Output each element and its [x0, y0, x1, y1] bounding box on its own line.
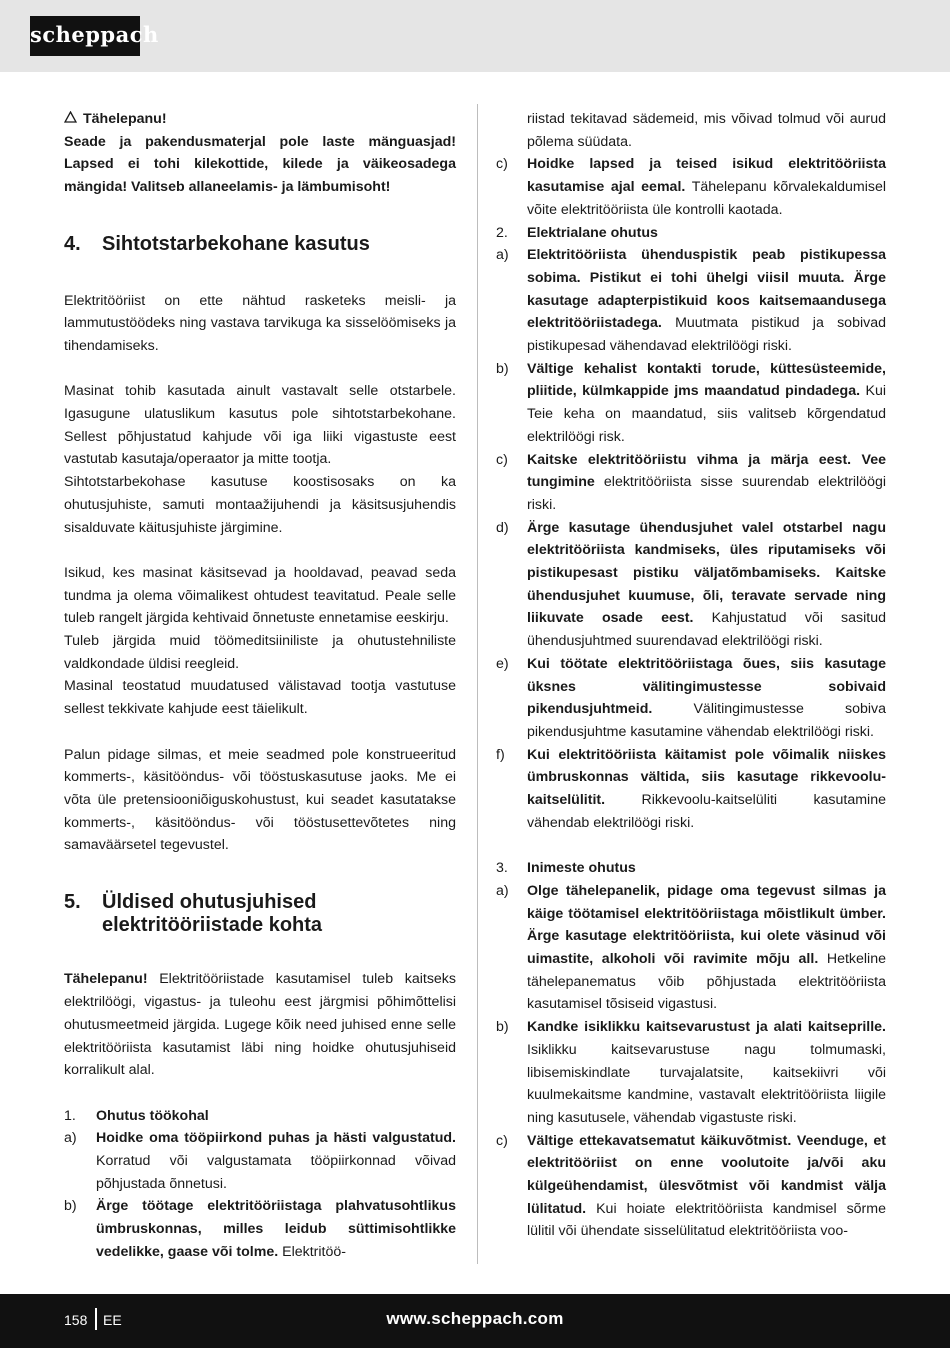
list-item-electric-f: f) Kui elektritööriista käitamist pole võimalik niiskes ümbruskonnas vältida, siis kasutage rikkevoolu-kaitselülitit. Rikkevoolu-kaitselüliti kasutamine vähendab elektrilöögi riski. — [496, 746, 886, 831]
warning-text: Seade ja pakendusmaterjal pole laste mänguasjad! Lapsed ei tohi kilekottide, kilede ja väikeosadega mängida! Valitseb allaneelamis- ja lämbumisoht! — [64, 133, 456, 196]
paragraph-instructions: Sihtotstarbekohase kasutuse koostisosaks on ka ohutusjuhiste, samuti montaažijuhendi ja käsitsusjuhendis sisalduvate käitusjuhiste järgimine. — [64, 474, 456, 536]
warning-title: Tähelepanu! — [83, 111, 167, 127]
list-item-workplace-a: a) Hoidke oma tööpiirkond puhas ja hästi valgustatud. Korratud või valgustamata tööpiirkonnad võivad põhjustada õnnetusi. — [64, 1130, 456, 1192]
page-number: 158 — [64, 1312, 88, 1328]
list-item-persons-b: b) Kandke isiklikku kaitsevarustust ja alati kaitseprille. Isiklikku kaitsevarustuse nagu tolmumaski, libisemiskindlate turvajalatsite, kaitsekiivri või kuulmekaitsme kandmine, vastavalt elektritööriista liigile ning kasutusele, vähendab vigastuste riski. — [496, 1019, 886, 1126]
list-item-persons-a: a) Olge tähelepanelik, pidage oma tegevust silmas ja käige töötamisel elektritööriistaga mõistlikult ümber. Ärge kasutage elektritööriista, kui olete väsinud või uimastite, alkoholi või ravimite mõju all. Hetkeline tähelepanematus võib põhjustada elektritööriista kasutamisel tõsiseid vigastusi. — [496, 882, 886, 1013]
list-item-electric-d: d) Ärge kasutage ühendusjuhet valel otstarbel nagu elektritööriista kandmiseks, üles riputamiseks või pistikupesast pistiku väljatõmbamiseks. Kaitske ühendusjuhet kuumuse, õli, teravate servade ning liikuvate osade eest. Kahjustatud või sasitud ühendusjuhtmed suurendavad elektrilöögi riski. — [496, 519, 886, 650]
column-divider — [477, 104, 478, 1264]
section-5-heading — [64, 891, 456, 936]
section-4-title: Sihtotstarbekohane kasutus — [102, 232, 370, 255]
subsection-1-heading: 1. Ohutus töökohal — [64, 1107, 209, 1124]
brand-logo: scheppach — [30, 16, 140, 56]
section-4-number: 4. — [64, 232, 81, 255]
warning-heading — [64, 108, 456, 131]
list-item-workplace-b: b) Ärge töötage elektritööriistaga plahvatusohtlikus ümbruskonnas, milles leidub süttimisohtlikke vedelikke, gaase või tolme. Elektritöö- — [64, 1198, 456, 1260]
list-item-workplace-c: c) Hoidke lapsed ja teised isikud elektritööriista kasutamise ajal eemal. Tähelepanu kõrvalekaldumisel võite elektritööriista üle kontrolli kaotada. — [496, 156, 886, 218]
language-code: EE — [103, 1312, 122, 1328]
subsection-2-heading: 2. Elektrialane ohutus — [496, 224, 658, 241]
paragraph-safety-intro: Tähelepanu! Elektritööriistade kasutamisel tuleb kaitseks elektrilöögi, vigastus- ja tuleohu eest järgmisi põhimõttelisi ohutusmeetmeid järgida. Lugege kõik need juhised enne selle elektritööriista kasutamist läbi ning hoidke ohutusjuhiseid korralikult alal. — [64, 971, 456, 1079]
section-4-heading — [64, 233, 456, 256]
paragraph-rules: Tuleb järgida muid töömeditsiiniliste ja ohutustehniliste valdkondade üldisi reegleid. — [64, 633, 456, 672]
list-item-electric-b: b) Vältige kehalist kontakti torude, küttesüsteemide, pliitide, külmkappide jms maandatud pindadega. Kui Teie keha on maandatud, siis valitseb kõrgendatud elektrilöögi risk. — [496, 360, 886, 445]
section-5-number: 5. — [64, 891, 81, 914]
left-column — [64, 108, 456, 1264]
right-column — [496, 108, 886, 1243]
page-footer — [0, 1294, 950, 1348]
subsection-3-heading: 3. Inimeste ohutus — [496, 860, 636, 877]
paragraph-commercial: Palun pidage silmas, et meie seadmed pole konstrueeritud kommerts-, käsitööndus- või tööstuskasutuse jaoks. Me ei võta üle pretensiooniõiguskohustust, kui seadet kasutatakse kommerts-, käsitööndus- või tööstusettevõtetes ning samaväärsetel tegevustel. — [64, 746, 456, 854]
list-item-electric-a: a) Elektritööriista ühenduspistik peab pistikupessa sobima. Pistikut ei tohi ühelgi viisil muuta. Ärge kasutage adapterpistikuid koos kaitsemaandusega elektritööriistadega. Muutmata pistikud ja sobivad pistikupesad vähendavad elektrilöögi riski. — [496, 247, 886, 355]
page-header — [0, 0, 950, 72]
paragraph-intended-use: Elektritööriist on ette nähtud rasketeks meisli- ja lammutustöödeks ning vastava tarvikuga ka sisselöömiseks ja tihendamiseks. — [64, 292, 456, 354]
continued-text: riistad tekitavad sädemeid, mis võivad tolmud või aurud põlema süüdata. — [527, 111, 886, 150]
paragraph-persons: Isikud, kes masinat käsitsevad ja hooldavad, peavad seda tundma ja olema võimalikest ohtudest teavitatud. Peale selle tuleb rangelt järgida kehtivaid õnnetuste ennetamise eeskirju. — [64, 564, 456, 627]
warning-triangle-icon — [64, 111, 77, 123]
list-item-electric-c: c) Kaitske elektritööriistu vihma ja märja eest. Vee tungimine elektritööriista sisse suurendab elektrilöögi riski. — [496, 451, 886, 513]
website-link[interactable]: www.scheppach.com — [386, 1309, 564, 1328]
section-5-title: Üldised ohutusjuhised elektritööriistade kohta — [102, 891, 323, 936]
paragraph-modifications: Masinal teostatud muudatused välistavad tootja vastutuse sellest tekkivate kahjude eest täielikult. — [64, 678, 456, 718]
paragraph-purpose: Masinat tohib kasutada ainult vastavalt selle otstarbele. Igasugune ulatuslikum kasutus pole sihtotstarbekohane. Sellest põhjustatud kahjude või iga liiki vigastuste eest vastutab kasutaja/operaator ja mitte tootja. — [64, 383, 456, 468]
list-item-persons-c: c) Vältige ettekavatsematut käikuvõtmist. Veenduge, et elektritööriist on enne voolutoite ja/või aku külgeühendamist, ülesvõtmist või kandmist välja lülitatud. Kui hoiate elektritööriista kandmisel sõrme lülitil või ühendate sisselülitatud elektritööriista voo- — [496, 1132, 886, 1240]
list-item-electric-e: e) Kui töötate elektritööriistaga õues, siis kasutage üksnes välitingimustesse sobivaid pikendusjuhtmeid. Välitingimustesse sobiva pikendusjuhtme kasutamine vähendab elektrilöögi riski. — [496, 655, 886, 740]
